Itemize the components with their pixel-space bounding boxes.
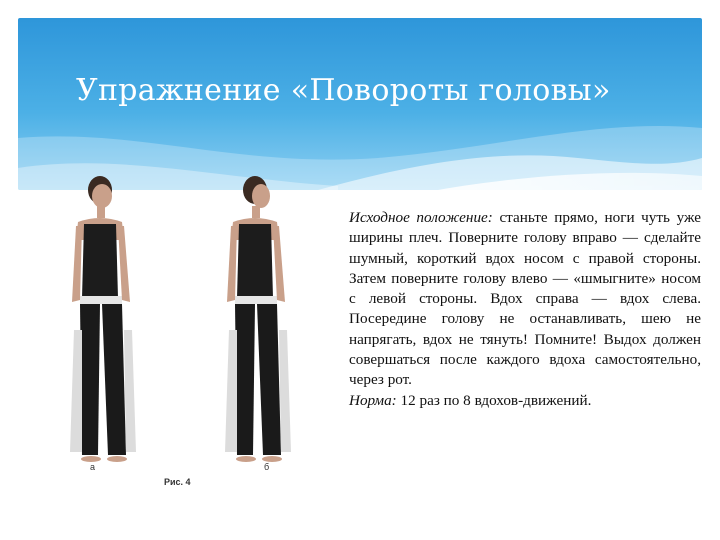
figure-label-b: б bbox=[264, 462, 270, 472]
norm-paragraph bbox=[349, 391, 701, 411]
figure-caption: Рис. 4 bbox=[164, 477, 191, 487]
description-body: станьте прямо, ноги чуть уже ширины плеч. Поверните голову вправо — сделайте шумный, короткий вдох носом с правой стороны. Затем поверните голову влево — «шмыгните» носом с левой стороны. Вдох справа — вдох слева. Посередине голову не останавливать, шею не напрягать, вдох не тянуть! Помните! Выдох должен совершаться после каждого вдоха самостоятельно, через рот. bbox=[349, 209, 701, 389]
woman-figures-illustration bbox=[40, 160, 340, 500]
norm-value: 12 раз по 8 вдохов-движений. bbox=[396, 391, 592, 409]
description-paragraph bbox=[349, 208, 701, 391]
norm-label: Норма: bbox=[349, 391, 397, 409]
slide-title: Упражнение «Повороты головы» bbox=[76, 73, 611, 108]
exercise-description bbox=[349, 208, 701, 411]
figure-a bbox=[70, 176, 136, 462]
figure-b bbox=[225, 176, 291, 462]
exercise-figure bbox=[40, 160, 340, 500]
figure-label-a: а bbox=[90, 462, 96, 472]
intro-label: Исходное положение: bbox=[349, 209, 493, 226]
